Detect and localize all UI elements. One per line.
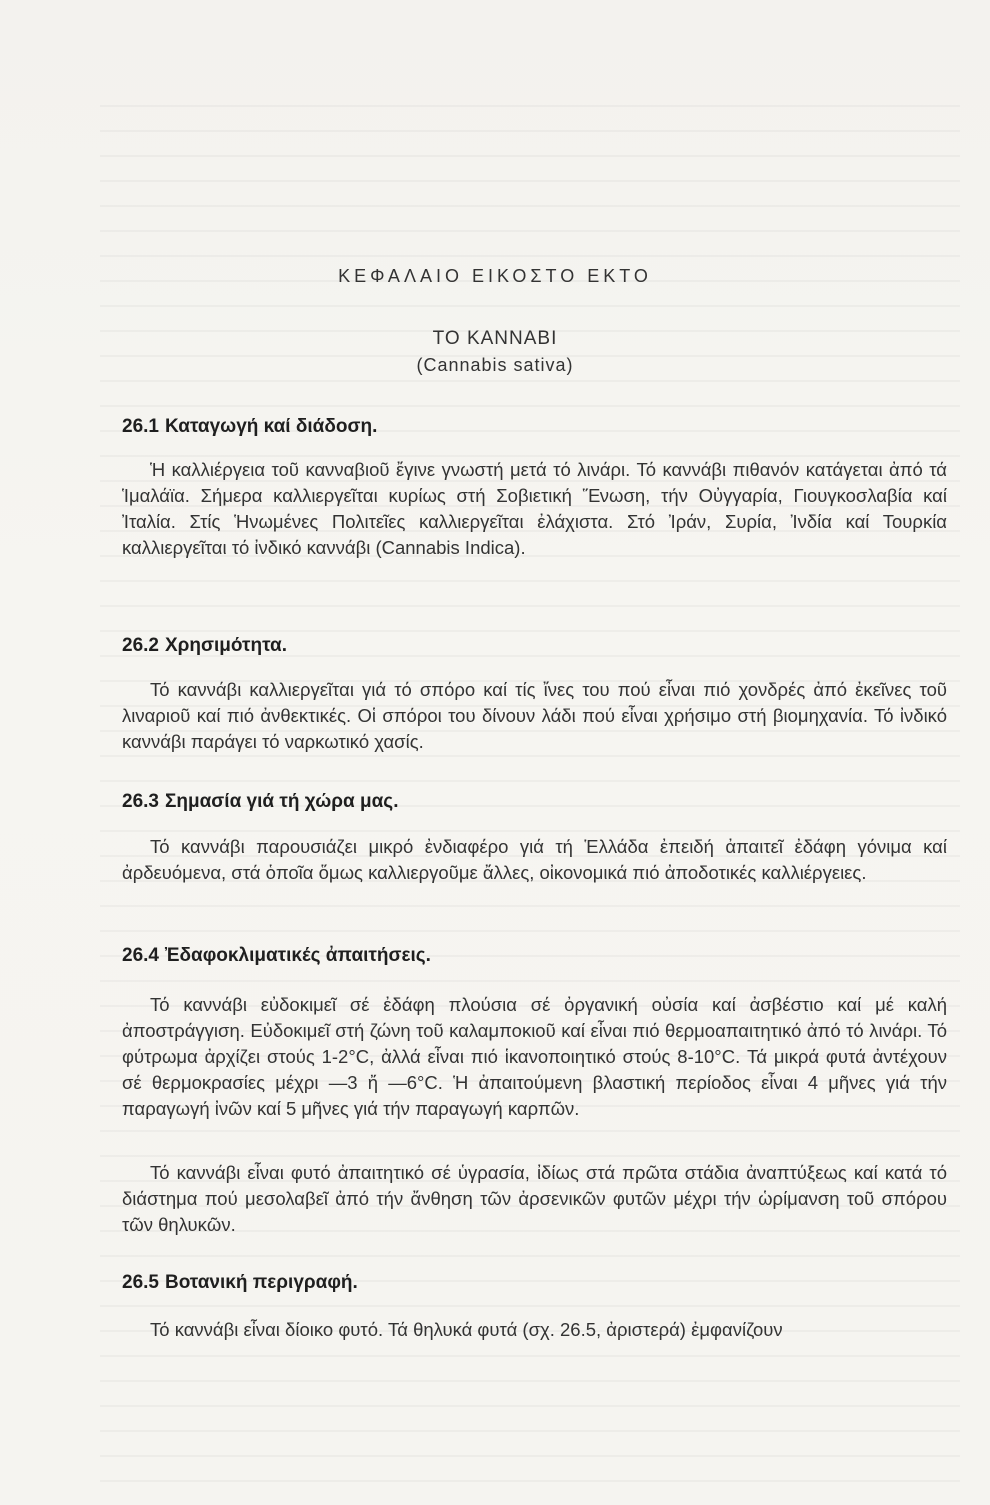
chapter-title: ΤΟ ΚΑΝΝΑΒΙ: [432, 328, 558, 349]
section-number: 26.4: [122, 945, 159, 966]
section-heading-26-1: [122, 416, 377, 438]
chapter-heading: ΚΕΦΑΛΑΙΟ ΕΙΚΟΣΤΟ ΕΚΤΟ: [338, 266, 652, 286]
paragraph: Τό καννάβι εἶναι δίοικο φυτό. Τά θηλυκά φυτά (σχ. 26.5, ἀριστερά) ἐμφανίζουν: [150, 1319, 783, 1340]
chapter-subtitle: (Cannabis sativa): [416, 355, 574, 375]
paragraph: Τό καννάβι εἶναι φυτό ἀπαιτητικό σέ ὑγρασία, ἰδίως στά πρῶτα στάδια ἀναπτύξεως καί κατά τό διάστημα πού μεσολαβεῖ ἀπό τήν ἄνθηση τῶν ἀρσενικῶν φυτῶν μέχρι τήν ὡρίμανση τοῦ σπόρου τῶν θηλυκῶν.: [122, 1162, 947, 1235]
section-heading-26-4: [122, 945, 431, 967]
section-title: Ἐδαφοκλιματικές ἀπαιτήσεις.: [164, 945, 431, 966]
section-number: 26.1: [122, 416, 159, 437]
paragraph: Τό καννάβι εὐδοκιμεῖ σέ ἐδάφη πλούσια σέ ὀργανική οὐσία καί ἀσβέστιο καί μέ καλή ἀποστράγγιση. Εὐδοκιμεῖ στή ζώνη τοῦ καλαμποκιοῦ καί εἶναι πιό θερμοαπαιτητικό ἀπό τό λινάρι. Τό φύτρωμα ἀρχίζει στούς 1-2°C, ἀλλά εἶναι πιό ἱκανοποιητικό στούς 8-10°C. Τά μικρά φυτά ἀντέχουν σέ θερμοκρασίες μέχρι —3 ἤ —6°C. Ἡ ἀπαιτούμενη βλαστική περίοδος εἶναι 4 μῆνες γιά τήν παραγωγή ἰνῶν καί 5 μῆνες γιά τήν παραγωγή καρπῶν.: [122, 994, 947, 1119]
section-number: 26.3: [122, 791, 159, 812]
paragraph: Ἡ καλλιέργεια τοῦ κανναβιοῦ ἔγινε γνωστή μετά τό λινάρι. Τό καννάβι πιθανόν κατάγεται ἀπό τά Ἱμαλάϊα. Σήμερα καλλιεργεῖται κυρίως στή Σοβιετική Ἕνωση, τήν Οὐγγαρία, Γιουγκοσλαβία καί Ἰταλία. Στίς Ἡνωμένες Πολιτεῖες καλλιεργεῖται ἐλάχιστα. Στό Ἰράν, Συρία, Ἰνδία καί Τουρκία καλλιεργεῖται τό ἰνδικό καννάβι (Cannabis Indica).: [122, 459, 947, 558]
section-title: Χρησιμότητα.: [164, 635, 287, 656]
section-heading-26-5: [122, 1272, 358, 1294]
section-heading-26-3: [122, 791, 398, 813]
section-title: Καταγωγή καί διάδοση.: [164, 416, 378, 437]
section-number: 26.5: [122, 1272, 159, 1293]
section-title: Σημασία γιά τή χώρα μας.: [164, 791, 399, 812]
section-number: 26.2: [122, 635, 159, 656]
section-heading-26-2: [122, 635, 287, 657]
paragraph: Τό καννάβι καλλιεργεῖται γιά τό σπόρο καί τίς ἴνες του πού εἶναι πιό χονδρές ἀπό ἐκεῖνες τοῦ λιναριοῦ καί πιό ἀνθεκτικές. Οἱ σπόροι του δίνουν λάδι πού εἶναι χρήσιμο στή βιομηχανία. Τό ἰνδικό καννάβι παράγει τό ναρκωτικό χασίς.: [122, 679, 947, 752]
paragraph: Τό καννάβι παρουσιάζει μικρό ἐνδιαφέρο γιά τή Ἑλλάδα ἐπειδή ἀπαιτεῖ ἐδάφη γόνιμα καί ἀρδευόμενα, στά ὁποῖα ὅμως καλλιεργοῦμε ἄλλες, οἰκονομικά πιό ἀποδοτικές καλλιέργειες.: [122, 836, 947, 883]
section-title: Βοτανική περιγραφή.: [164, 1272, 358, 1293]
